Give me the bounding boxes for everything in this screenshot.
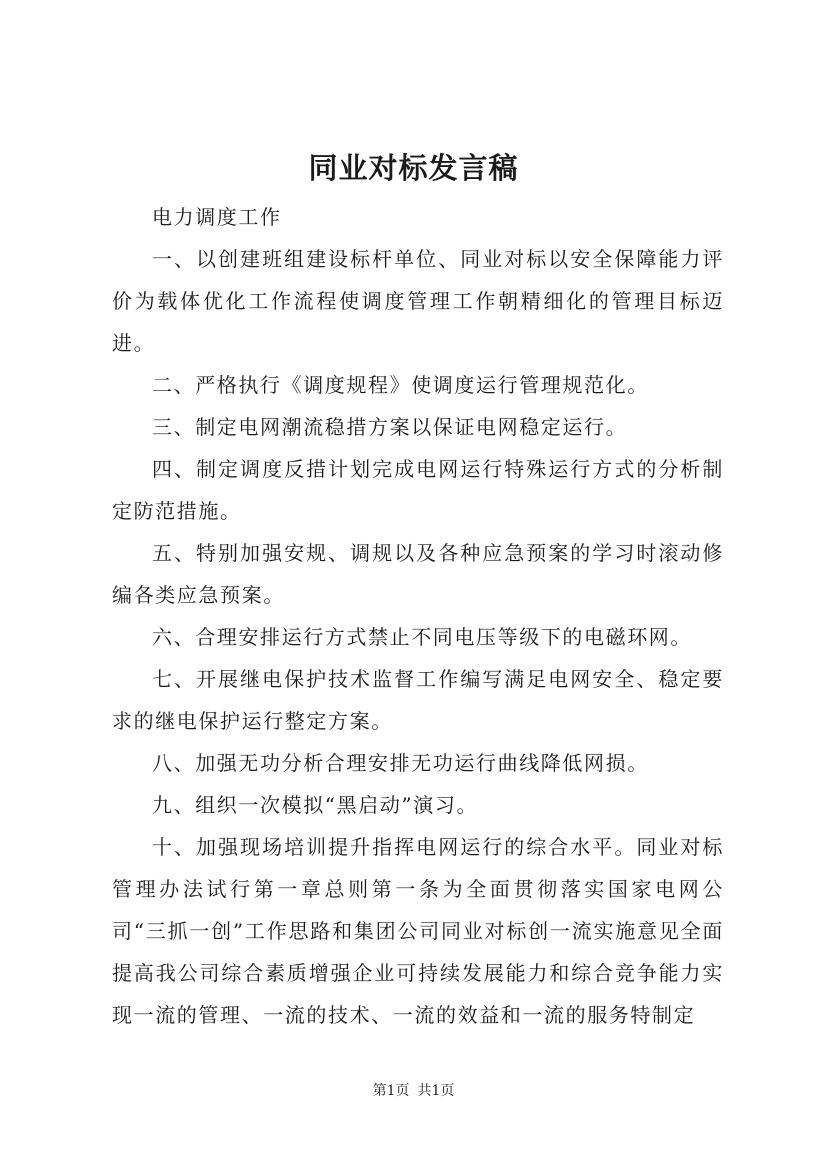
paragraph-item-1: 一、以创建班组建设标杆单位、同业对标以安全保障能力评价为载体优化工作流程使调度管理工作朝精细化的管理目标迈进。 — [112, 247, 724, 355]
paragraph-item-9: 九、组织一次模拟“黑启动”演习。 — [152, 793, 479, 817]
paragraph-item-6: 六、合理安排运行方式禁止不同电压等级下的电磁环网。 — [152, 625, 692, 649]
paragraph-item-3: 三、制定电网潮流稳措方案以保证电网稳定运行。 — [152, 415, 628, 439]
page-footer — [0, 1081, 827, 1101]
paragraph-section-heading: 电力调度工作 — [152, 205, 282, 229]
paragraph-item-7: 七、开展继电保护技术监督工作编写满足电网安全、稳定要求的继电保护运行整定方案。 — [112, 667, 724, 733]
paragraph-item-4: 四、制定调度反措计划完成电网运行特殊运行方式的分析制定防范措施。 — [112, 457, 724, 523]
document-title: 同业对标发言稿 — [308, 151, 519, 185]
paragraph-item-2: 二、严格执行《调度规程》使调度运行管理规范化。 — [152, 373, 649, 397]
paragraph-item-8: 八、加强无功分析合理安排无功运行曲线降低网损。 — [152, 751, 649, 775]
page-number-total: 共1页 — [417, 1083, 455, 1099]
page-number-current: 第1页 — [372, 1083, 410, 1099]
document-body — [112, 196, 724, 1036]
paragraph-item-10: 十、加强现场培训提升指挥电网运行的综合水平。同业对标管理办法试行第一章总则第一条为全面贯彻落实国家电网公司“三抓一创”工作思路和集团公司同业对标创一流实施意见全面提高我公司综合素质增强企业可持续发展能力和综合竞争能力实现一流的管理、一流的技术、一流的效益和一流的服务特制定 — [112, 835, 724, 1027]
paragraph-item-5: 五、特别加强安规、调规以及各种应急预案的学习时滚动修编各类应急预案。 — [112, 541, 724, 607]
